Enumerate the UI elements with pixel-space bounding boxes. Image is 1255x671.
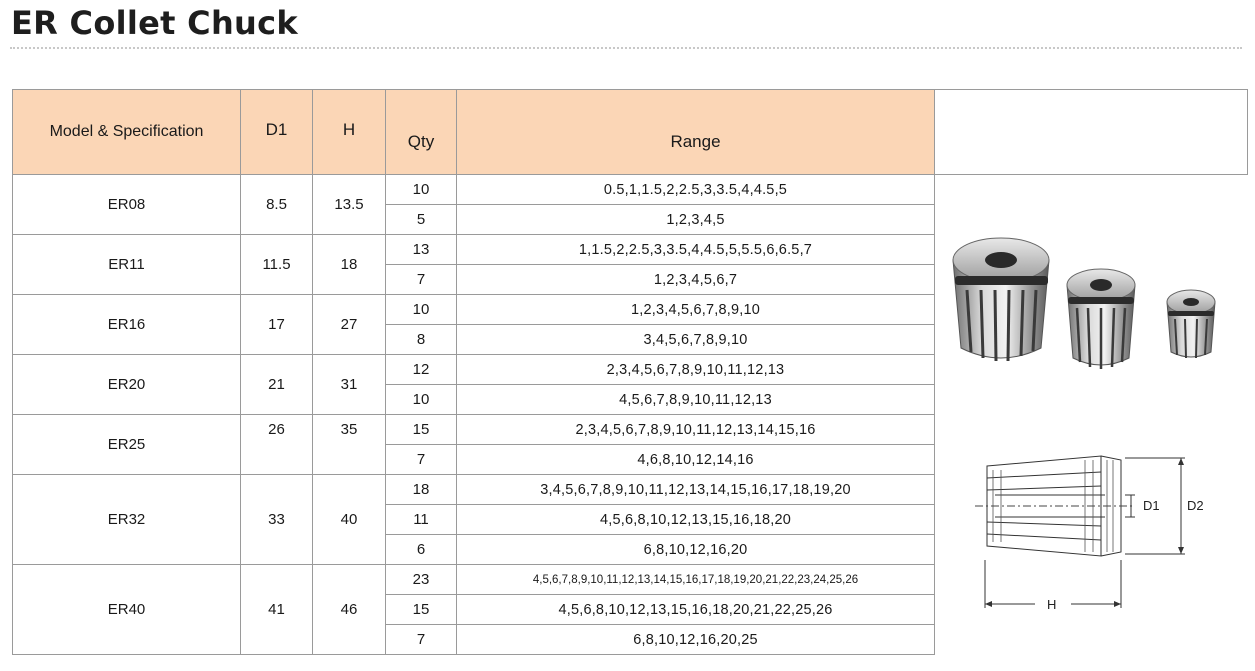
h-cell: 40 [313, 475, 386, 565]
header-d1: D1 [241, 90, 313, 175]
d1-cell: 8.5 [241, 175, 313, 235]
range-cell: 6,8,10,12,16,20,25 [457, 625, 935, 655]
qty-cell: 7 [386, 625, 457, 655]
medium-collet-photo [1067, 269, 1135, 369]
range-cell: 4,5,6,8,10,12,13,15,16,18,20,21,22,25,26 [457, 595, 935, 625]
range-cell: 2,3,4,5,6,7,8,9,10,11,12,13,14,15,16 [457, 415, 935, 445]
h-cell: 35 [313, 415, 386, 475]
collet-dimension-drawing [975, 456, 1185, 608]
d1-cell: 11.5 [241, 235, 313, 295]
range-cell: 1,2,3,4,5,6,7 [457, 265, 935, 295]
d1-cell: 21 [241, 355, 313, 415]
h-cell: 27 [313, 295, 386, 355]
qty-cell: 12 [386, 355, 457, 385]
qty-cell: 7 [386, 445, 457, 475]
spec-table [12, 89, 1248, 655]
range-cell: 3,4,5,6,7,8,9,10,11,12,13,14,15,16,17,18,19,20 [457, 475, 935, 505]
range-cell: 4,5,6,8,10,12,13,15,16,18,20 [457, 505, 935, 535]
h-cell: 46 [313, 565, 386, 655]
d1-cell: 33 [241, 475, 313, 565]
range-cell: 4,5,6,7,8,9,10,11,12,13,14,15,16,17,18,19,20,21,22,23,24,25,26 [457, 565, 935, 595]
qty-cell: 11 [386, 505, 457, 535]
range-cell: 1,2,3,4,5,6,7,8,9,10 [457, 295, 935, 325]
small-collet-photo [1167, 290, 1215, 358]
range-cell: 4,5,6,7,8,9,10,11,12,13 [457, 385, 935, 415]
model-cell: ER32 [13, 475, 241, 565]
h-cell: 31 [313, 355, 386, 415]
qty-cell: 13 [386, 235, 457, 265]
range-cell: 0.5,1,1.5,2,2.5,3,3.5,4,4.5,5 [457, 175, 935, 205]
range-cell: 4,6,8,10,12,14,16 [457, 445, 935, 475]
d1-cell: 41 [241, 565, 313, 655]
range-cell: 6,8,10,12,16,20 [457, 535, 935, 565]
title-divider [10, 47, 1242, 49]
range-cell: 1,1.5,2,2.5,3,3.5,4,4.5,5,5.5,6,6.5,7 [457, 235, 935, 265]
d1-cell: 17 [241, 295, 313, 355]
header-qty: Qty [386, 90, 457, 175]
label-d1: D1 [1143, 498, 1160, 513]
model-cell: ER11 [13, 235, 241, 295]
label-h: H [1047, 597, 1057, 612]
range-cell: 1,2,3,4,5 [457, 205, 935, 235]
qty-cell: 7 [386, 265, 457, 295]
qty-cell: 10 [386, 295, 457, 325]
header-range: Range [457, 90, 935, 175]
qty-cell: 8 [386, 325, 457, 355]
qty-cell: 5 [386, 205, 457, 235]
header-row [13, 90, 1248, 175]
label-d2: D2 [1187, 498, 1204, 513]
page-title: ER Collet Chuck [11, 4, 298, 42]
model-cell: ER40 [13, 565, 241, 655]
model-cell: ER25 [13, 415, 241, 475]
model-cell: ER08 [13, 175, 241, 235]
header-h: H [313, 90, 386, 175]
qty-cell: 6 [386, 535, 457, 565]
qty-cell: 18 [386, 475, 457, 505]
range-cell: 3,4,5,6,7,8,9,10 [457, 325, 935, 355]
model-cell: ER20 [13, 355, 241, 415]
collet-illustration [935, 90, 1247, 664]
qty-cell: 10 [386, 175, 457, 205]
header-model: Model & Specification [13, 90, 241, 175]
dimension-arrows [985, 458, 1184, 607]
range-cell: 2,3,4,5,6,7,8,9,10,11,12,13 [457, 355, 935, 385]
large-collet-photo [953, 238, 1049, 361]
h-cell: 13.5 [313, 175, 386, 235]
h-cell: 18 [313, 235, 386, 295]
qty-cell: 10 [386, 385, 457, 415]
qty-cell: 23 [386, 565, 457, 595]
d1-cell: 26 [241, 415, 313, 475]
product-image-panel [935, 90, 1248, 612]
qty-cell: 15 [386, 415, 457, 445]
qty-cell: 15 [386, 595, 457, 625]
model-cell: ER16 [13, 295, 241, 355]
